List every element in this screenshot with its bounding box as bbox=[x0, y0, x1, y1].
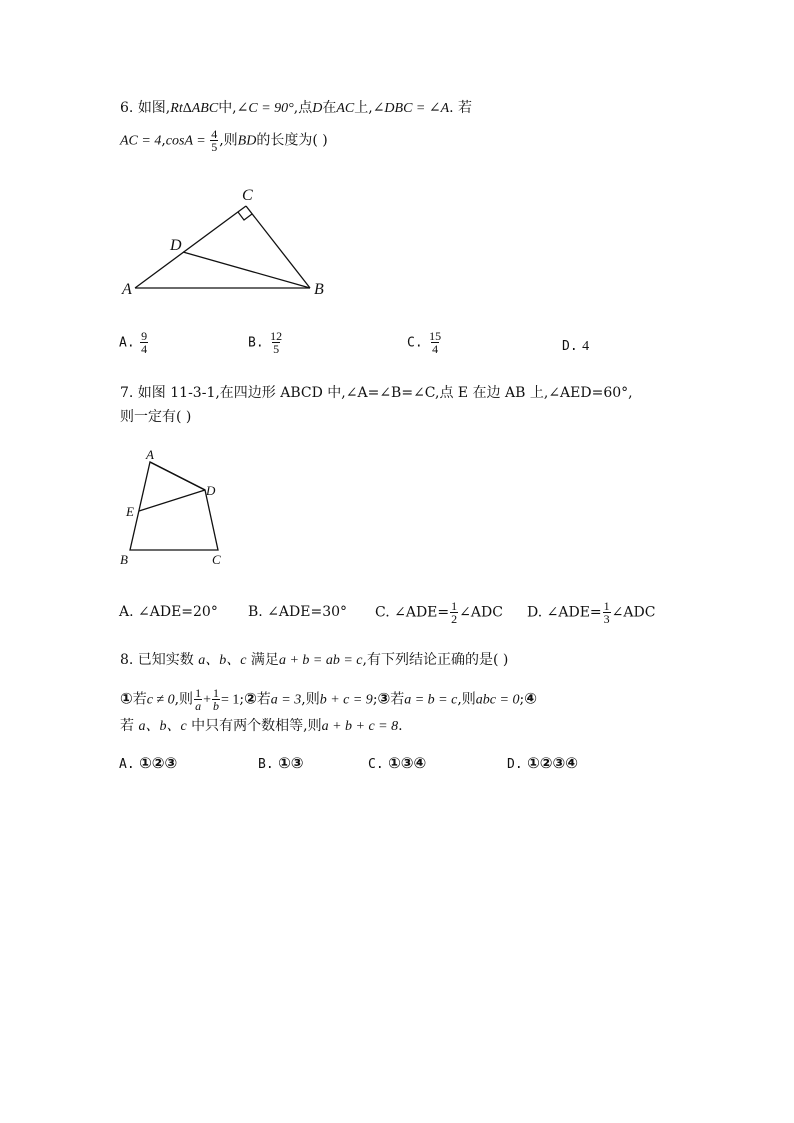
q6-segment-ac: AC bbox=[336, 101, 355, 116]
q8-s4-result: a + b + c = 8 bbox=[321, 719, 399, 734]
fraction-numerator: 15 bbox=[429, 329, 442, 343]
q8-text: 中只有两个数相等,则 bbox=[186, 718, 322, 734]
fraction-numerator: 1 bbox=[212, 686, 219, 700]
q6-triangle-figure bbox=[110, 180, 340, 305]
fraction-denominator: 3 bbox=[603, 612, 610, 626]
fraction-numerator: 1 bbox=[451, 599, 458, 613]
q7-option-c[interactable] bbox=[375, 600, 503, 625]
q8-option-a[interactable] bbox=[119, 754, 177, 772]
fraction-denominator: 5 bbox=[273, 342, 280, 356]
q7-label-d: D bbox=[206, 483, 216, 498]
q6-option-b-label: B. bbox=[248, 335, 264, 351]
q8-text: 若 bbox=[120, 718, 139, 734]
q6-option-c-fraction bbox=[428, 330, 442, 355]
q6-abc: ABC bbox=[191, 101, 219, 116]
q6-option-a-fraction bbox=[140, 330, 148, 355]
fraction-denominator: 2 bbox=[451, 612, 458, 626]
fraction-denominator: b bbox=[212, 699, 219, 713]
q7-line2: 则一定有( ) bbox=[120, 409, 192, 425]
q6-triangle-symbol: Δ bbox=[182, 101, 192, 116]
q8-option-d-label: D. bbox=[507, 757, 523, 772]
q7-option-b[interactable] bbox=[248, 604, 347, 620]
q8-text: 若 bbox=[390, 691, 405, 708]
q8-option-c-label: C. bbox=[368, 757, 384, 772]
q6-side-cb bbox=[246, 206, 310, 288]
q6-option-b[interactable] bbox=[248, 330, 284, 355]
q8-text: 若 bbox=[256, 691, 271, 708]
q8-statement-1-marker: ① bbox=[120, 689, 133, 708]
q8-line1 bbox=[120, 650, 508, 671]
q6-point-d: D bbox=[312, 101, 323, 116]
q6-angle-c: ∠C = 90° bbox=[236, 101, 294, 116]
q6-text: 的长度为( ) bbox=[256, 132, 328, 149]
q7-quadrilateral bbox=[130, 462, 218, 550]
q8-text: ; bbox=[239, 691, 245, 708]
q6-rt: Rt bbox=[170, 101, 183, 116]
q6-option-b-fraction bbox=[269, 330, 283, 355]
q6-line2 bbox=[120, 128, 328, 153]
q8-option-b[interactable] bbox=[258, 754, 304, 772]
q6-text: 在 bbox=[322, 100, 337, 116]
q8-s2-condition: a = 3 bbox=[270, 692, 302, 708]
q6-right-angle-mark bbox=[238, 212, 252, 220]
q8-line2 bbox=[120, 687, 537, 712]
q6-cos-numerator: 4 bbox=[211, 127, 218, 141]
q8-s1-result: = 1 bbox=[220, 692, 240, 708]
q6-segment-bd: BD bbox=[237, 133, 257, 149]
fraction-numerator: 1 bbox=[195, 686, 202, 700]
q6-text: 中, bbox=[218, 100, 237, 116]
q7-label-e: E bbox=[126, 504, 134, 519]
q7-option-c-fraction bbox=[450, 600, 458, 625]
q8-option-d[interactable] bbox=[507, 754, 578, 772]
q6-segment-bd-line bbox=[183, 252, 310, 288]
q8-text: ; bbox=[372, 691, 378, 708]
q6-option-a-label: A. bbox=[119, 335, 135, 351]
q7-label-c: C bbox=[212, 552, 221, 567]
q8-vars: a、b、c bbox=[198, 653, 247, 668]
q6-option-d[interactable] bbox=[562, 338, 589, 355]
q8-option-d-value: ①②③④ bbox=[527, 754, 578, 772]
q8-text: ,则 bbox=[457, 691, 476, 708]
q8-statement-2-marker: ② bbox=[244, 689, 257, 708]
q7-option-c-text: C. ∠ADE= bbox=[375, 604, 450, 621]
q8-text: 8. 已知实数 bbox=[120, 652, 199, 668]
q6-cos-fraction bbox=[210, 128, 218, 153]
q6-option-a[interactable] bbox=[119, 330, 149, 355]
q6-label-b: B bbox=[314, 281, 324, 298]
q6-cos-a: cosA = bbox=[165, 133, 210, 149]
q8-statement-3-marker: ③ bbox=[377, 689, 391, 708]
q7-option-d[interactable] bbox=[527, 600, 655, 625]
q7-option-b-text: B. ∠ADE=30° bbox=[248, 604, 348, 620]
q8-vars: a、b、c bbox=[138, 719, 187, 734]
q8-option-c-value: ①③④ bbox=[388, 754, 427, 772]
q6-option-d-value: 4 bbox=[582, 339, 590, 354]
q6-text: 上, bbox=[354, 100, 373, 116]
q6-option-c[interactable] bbox=[407, 330, 443, 355]
q8-s1-fraction-a bbox=[194, 687, 202, 712]
q8-text: ; bbox=[519, 691, 525, 708]
q8-option-b-value: ①③ bbox=[278, 754, 304, 772]
q8-s3-result: abc = 0 bbox=[475, 692, 520, 708]
q7-line1: 7. 如图 11-3-1,在四边形 ABCD 中,∠A=∠B=∠C,点 E 在边 AB 上,∠AED=60°, bbox=[120, 385, 633, 401]
q7-segment-ed bbox=[139, 490, 205, 511]
q7-side-ad bbox=[150, 462, 205, 490]
q6-text: ,则 bbox=[219, 132, 238, 149]
q7-option-c-suffix: ∠ADC bbox=[459, 604, 503, 621]
q8-option-c[interactable] bbox=[368, 754, 426, 772]
fraction-denominator: 4 bbox=[432, 342, 439, 356]
q6-label-d: D bbox=[170, 237, 182, 254]
q6-option-d-label: D. bbox=[562, 339, 578, 354]
q6-number: 6. bbox=[120, 100, 134, 116]
q6-option-c-label: C. bbox=[407, 335, 423, 351]
q6-text: ,点 bbox=[293, 100, 313, 116]
q8-s1-fraction-b bbox=[212, 687, 220, 712]
q6-label-c: C bbox=[242, 187, 253, 204]
q8-text: ,则 bbox=[174, 691, 194, 708]
q6-side-ac bbox=[135, 206, 246, 288]
q8-s3-condition: a = b = c bbox=[404, 692, 458, 708]
q6-text: 如图, bbox=[137, 100, 171, 116]
q6-cos-denominator: 5 bbox=[211, 140, 218, 154]
fraction-numerator: 9 bbox=[141, 329, 148, 343]
q6-line1 bbox=[120, 98, 472, 119]
q7-label-a: A bbox=[146, 447, 154, 462]
q7-option-d-suffix: ∠ADC bbox=[611, 604, 656, 621]
q6-separator: , bbox=[161, 132, 166, 149]
q8-statement-4-marker: ④ bbox=[524, 689, 537, 708]
q8-condition: a + b = ab = c bbox=[278, 653, 363, 668]
q7-option-d-text: D. ∠ADE= bbox=[527, 604, 602, 621]
fraction-denominator: a bbox=[195, 699, 202, 713]
q6-ac-value: AC = 4 bbox=[120, 133, 162, 149]
q8-s2-result: b + c = 9 bbox=[319, 692, 373, 708]
q7-option-a[interactable] bbox=[119, 604, 218, 620]
q6-angle-dbc: ∠DBC = ∠A bbox=[372, 101, 450, 116]
q8-s1-condition: c ≠ 0 bbox=[146, 692, 175, 708]
q7-quadrilateral-figure bbox=[112, 445, 242, 573]
q8-text: 若 bbox=[132, 691, 147, 708]
fraction-denominator: 4 bbox=[141, 342, 148, 356]
fraction-numerator: 1 bbox=[603, 599, 610, 613]
q6-label-a: A bbox=[122, 281, 132, 298]
q8-option-a-value: ①②③ bbox=[139, 754, 178, 772]
q6-text: . 若 bbox=[449, 100, 473, 116]
q7-option-d-fraction bbox=[603, 600, 611, 625]
q8-text: ,有下列结论正确的是( ) bbox=[362, 652, 509, 668]
q8-text: ,则 bbox=[301, 691, 320, 708]
q8-option-a-label: A. bbox=[119, 757, 135, 772]
q8-s1-plus: + bbox=[203, 692, 211, 708]
fraction-numerator: 12 bbox=[270, 329, 283, 343]
q7-label-b: B bbox=[120, 552, 128, 567]
q7-option-a-text: A. ∠ADE=20° bbox=[119, 604, 218, 620]
q8-option-b-label: B. bbox=[258, 757, 274, 772]
q8-text: . bbox=[398, 718, 403, 734]
q8-text: 满足 bbox=[246, 652, 279, 668]
q8-line3 bbox=[120, 716, 403, 737]
